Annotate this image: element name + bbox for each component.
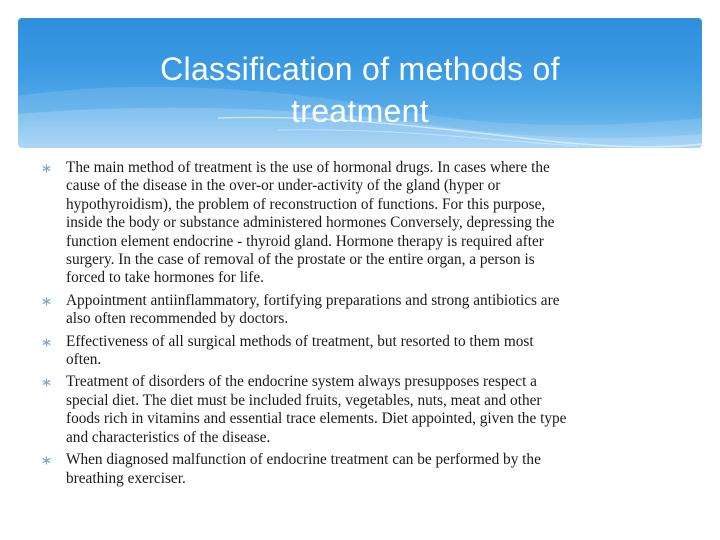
bullet-text-line: surgery. In the case of removal of the prostate or the entire organ, a person is <box>66 251 535 269</box>
bullet-text-line: hypothyroidism), the problem of reconstruction of functions. For this purpose, <box>66 195 546 213</box>
asterisk-bullet-icon <box>42 338 51 347</box>
bullet-text-line: and characteristics of the disease. <box>66 428 271 446</box>
slide-title <box>18 48 702 132</box>
bullet-text-line: forced to take hormones for life. <box>66 269 264 287</box>
bullet-item <box>40 333 690 370</box>
bullet-text-line: The main method of treatment is the use of hormonal drugs. In cases where the <box>66 159 550 176</box>
title-line: treatment <box>291 93 429 129</box>
bullet-text-line: Appointment antiinflammatory, fortifying preparations and strong antibiotics are <box>66 291 560 309</box>
asterisk-bullet-icon <box>42 164 51 173</box>
bullet-text-line: When diagnosed malfunction of endocrine treatment can be performed by the <box>66 451 541 469</box>
asterisk-bullet-icon <box>42 378 51 387</box>
bullet-text-line: breathing exerciser. <box>66 469 186 487</box>
bullet-text-line: function element endocrine - thyroid gland. Hormone therapy is required after <box>66 232 544 250</box>
asterisk-bullet-icon <box>42 456 51 465</box>
bullet-list <box>40 159 690 492</box>
bullet-text-line: special diet. The diet must be included fruits, vegetables, nuts, meat and other <box>66 391 542 409</box>
title-line: Classification of methods of <box>160 51 560 87</box>
bullet-text-line: Effectiveness of all surgical methods of treatment, but resorted to them most <box>66 332 534 350</box>
bullet-text-line: cause of the disease in the over-or under-activity of the gland (hyper or <box>66 177 501 195</box>
bullet-text-line: foods rich in vitamins and essential trace elements. Diet appointed, given the type <box>66 410 567 428</box>
bullet-item <box>40 373 690 447</box>
bullet-text-line: Treatment of disorders of the endocrine system always presupposes respect a <box>66 373 537 391</box>
bullet-item <box>40 159 690 288</box>
title-banner <box>18 18 702 148</box>
bullet-text-line: also often recommended by doctors. <box>66 310 289 328</box>
bullet-item <box>40 451 690 488</box>
bullet-text-line: often. <box>66 351 102 369</box>
asterisk-bullet-icon <box>42 297 51 306</box>
bullet-text-line: inside the body or substance administered hormones Conversely, depressing the <box>66 214 555 232</box>
bullet-item <box>40 292 690 329</box>
